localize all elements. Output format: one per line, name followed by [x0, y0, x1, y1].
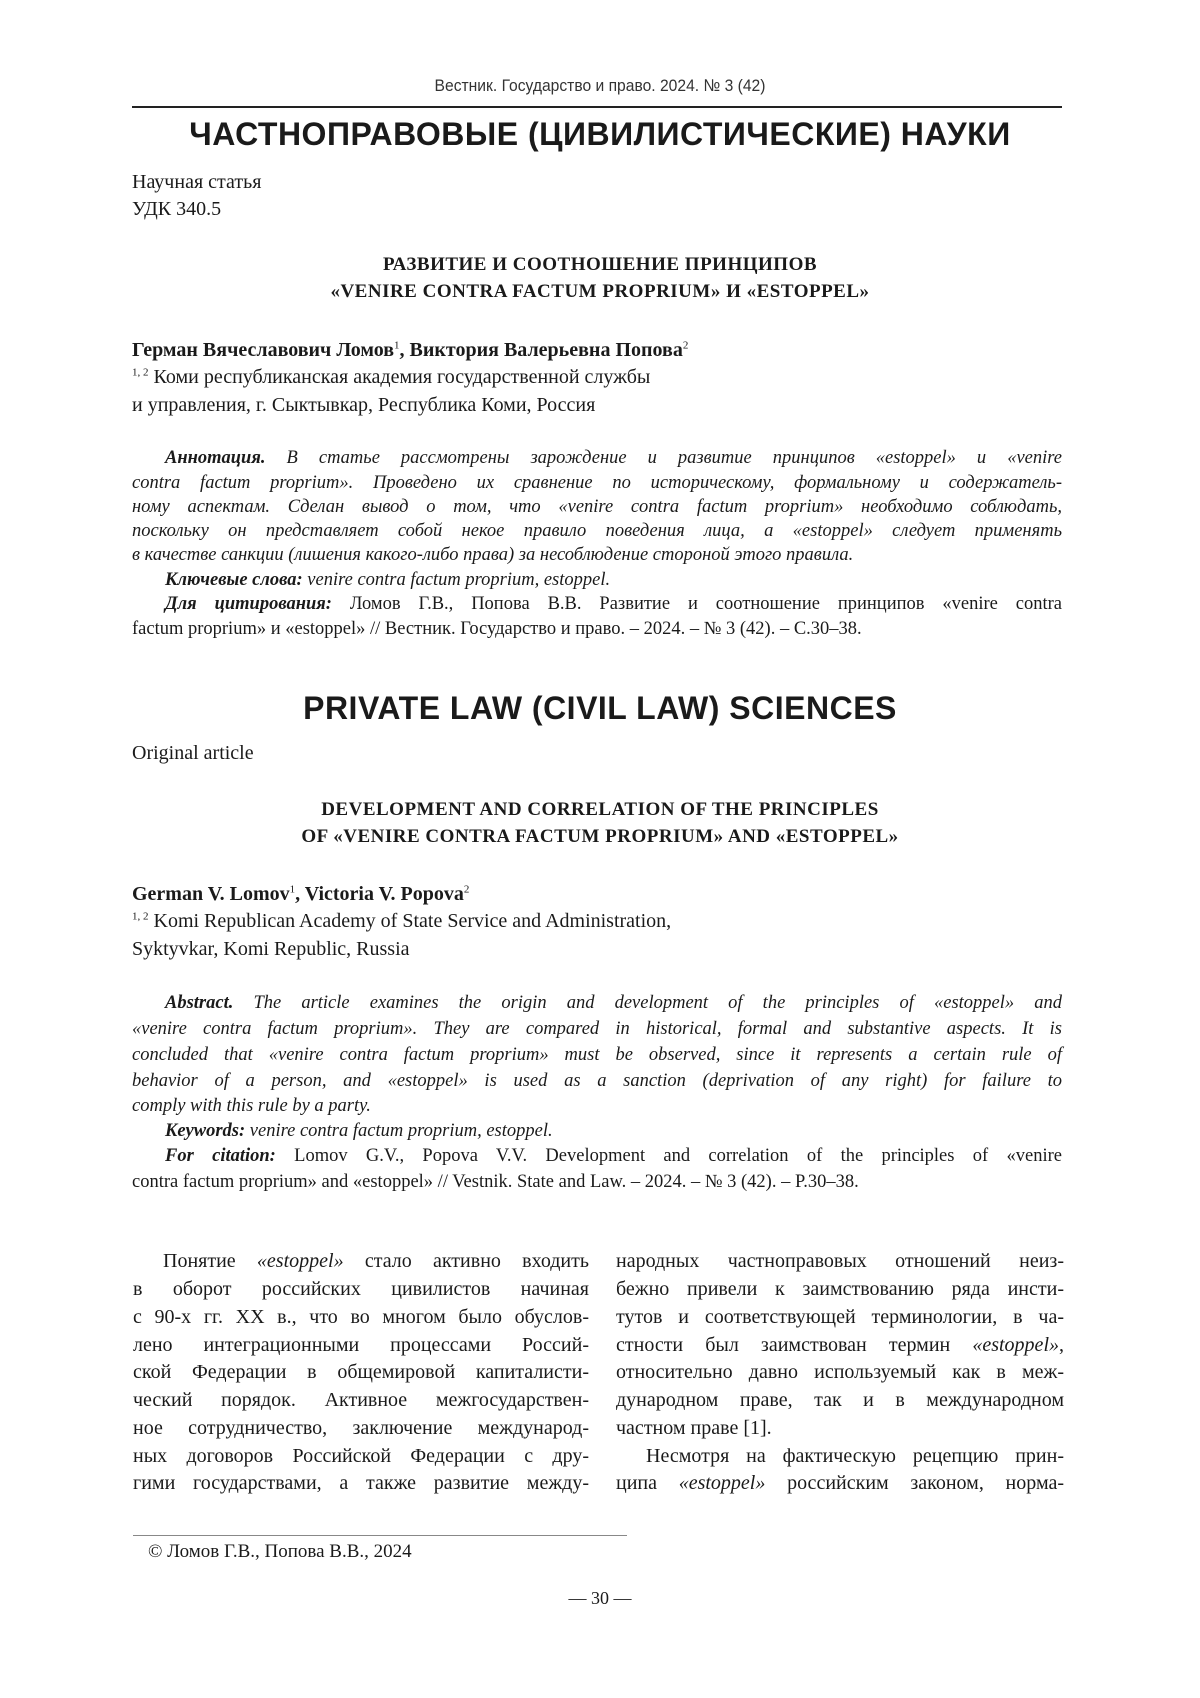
citation-ru [165, 594, 1062, 615]
body-line [163, 1250, 589, 1273]
page-number: — 30 — [0, 1588, 1200, 1609]
author-name: Victoria V. Popova [305, 883, 464, 905]
abstract-en-line: behavior of a person, and «estoppel» is used as a sanction (deprivation of any right) for failure to [132, 1071, 1062, 1092]
body-line: дународном праве, так и в международном [616, 1389, 1064, 1412]
body-line: тутов и соответствующей терминологии, в ча- [616, 1306, 1064, 1329]
article-type-en: Original article [132, 742, 254, 765]
article-title-en-line: OF «VENIRE CONTRA FACTUM PROPRIUM» AND «ESTOPPEL» [0, 826, 1200, 848]
term-estoppel: «estoppel» [679, 1472, 766, 1494]
abstract-ru-line: contra factum proprium». Проведено их сравнение по историческому, формальному и содержатель- [132, 473, 1062, 494]
affiliation-ref: 1, 2 [132, 366, 149, 378]
abstract-ru-line: поскольку он представляет собой некое правило поведения лица, а «estoppel» следует применять [132, 521, 1062, 542]
author-ref: 1 [290, 883, 296, 895]
author-ref: 1 [394, 339, 400, 351]
body-line: относительно давно используемый как в меж- [616, 1361, 1064, 1384]
affiliation-ref: 1, 2 [132, 910, 149, 922]
body-text: , [1059, 1334, 1064, 1356]
copyright-footnote: © Ломов Г.В., Попова В.В., 2024 [148, 1541, 412, 1563]
keywords-text: venire contra factum proprium, estoppel. [245, 1121, 552, 1141]
author-ref: 2 [683, 339, 689, 351]
affiliation-line: Коми республиканская академия государственной службы [154, 366, 651, 388]
term-estoppel: «estoppel» [972, 1334, 1059, 1356]
term-estoppel: «estoppel» [257, 1250, 344, 1272]
abstract-en-line: «venire contra factum proprium». They are compared in historical, formal and substantive aspects. It is [132, 1019, 1062, 1040]
body-line: гими государствами, а также развитие между- [133, 1472, 589, 1495]
body-line: народных частноправовых отношений неиз- [616, 1250, 1064, 1273]
body-line [616, 1472, 1064, 1495]
body-text: российским законом, норма- [765, 1472, 1064, 1494]
abstract-text: В статье рассмотрены зарождение и развитие принципов «estoppel» и «venire [266, 448, 1062, 468]
author-name: Герман Вячеславович Ломов [132, 339, 394, 361]
author-sep: , [400, 339, 410, 361]
body-text: ципа [616, 1472, 679, 1494]
body-text: Понятие [163, 1250, 257, 1272]
body-line: в оборот российских цивилистов начиная [133, 1278, 589, 1301]
abstract-ru-line: ному аспектам. Сделан вывод о том, что «venire contra factum proprium» необходимо соблюдать, [132, 497, 1062, 518]
keywords-en [165, 1121, 1062, 1142]
authors-en [132, 883, 469, 906]
body-line: Несмотря на фактическую рецепцию прин- [646, 1445, 1064, 1468]
body-text: стности был заимствован термин [616, 1334, 972, 1356]
body-text: стало активно входить [344, 1250, 589, 1272]
abstract-text: The article examines the origin and development of the principles of «estoppel» and [233, 993, 1062, 1013]
body-line: ческий порядок. Активное межгосударствен- [133, 1389, 589, 1412]
body-line: частном праве [1]. [616, 1417, 1064, 1440]
author-sep: , [295, 883, 305, 905]
body-line: с 90-х гг. XX в., что во многом было обуслов- [133, 1306, 589, 1329]
section-title-ru: ЧАСТНОПРАВОВЫЕ (ЦИВИЛИСТИЧЕСКИЕ) НАУКИ [0, 116, 1200, 153]
affiliation-line: Syktyvkar, Komi Republic, Russia [132, 938, 410, 961]
body-line: бежно привели к заимствованию ряда инсти- [616, 1278, 1064, 1301]
udc: УДК 340.5 [132, 198, 221, 221]
abstract-label: Abstract. [165, 993, 233, 1013]
footnote-rule [133, 1535, 627, 1536]
affiliation-en [132, 910, 671, 933]
citation-label: Для цитирования: [165, 594, 332, 614]
article-title-ru-line: РАЗВИТИЕ И СООТНОШЕНИЕ ПРИНЦИПОВ [0, 254, 1200, 276]
affiliation-line: и управления, г. Сыктывкар, Республика Коми, Россия [132, 394, 595, 417]
keywords-label: Keywords: [165, 1121, 245, 1141]
section-title-en: PRIVATE LAW (CIVIL LAW) SCIENCES [0, 690, 1200, 727]
citation-en [165, 1146, 1062, 1167]
body-line: ской Федерации в общемировой капиталисти- [133, 1361, 589, 1384]
abstract-en-line: concluded that «venire contra factum proprium» must be observed, since it represents a certain rule of [132, 1045, 1062, 1066]
body-line [616, 1334, 1064, 1357]
affiliation-ru [132, 366, 650, 389]
running-header: Вестник. Государство и право. 2024. № 3 (42) [48, 76, 1152, 96]
abstract-ru-line: в качестве санкции (лишения какого-либо права) за несоблюдение стороной этого правила. [132, 545, 1062, 566]
header-rule [132, 106, 1062, 108]
author-name: German V. Lomov [132, 883, 290, 905]
author-name: Виктория Валерьевна Попова [410, 339, 683, 361]
abstract-en-line [165, 993, 1062, 1014]
abstract-ru-line [165, 448, 1062, 469]
article-title-en-line: DEVELOPMENT AND CORRELATION OF THE PRINCIPLES [0, 799, 1200, 821]
citation-label: For citation: [165, 1146, 276, 1166]
abstract-label: Аннотация. [165, 448, 266, 468]
keywords-text: venire contra factum proprium, estoppel. [303, 570, 610, 590]
body-line: ных договоров Российской Федерации с дру- [133, 1445, 589, 1468]
article-title-ru-line: «VENIRE CONTRA FACTUM PROPRIUM» И «ESTOPPEL» [0, 281, 1200, 303]
abstract-en-line: comply with this rule by a party. [132, 1096, 1062, 1117]
citation-en-line: contra factum proprium» and «estoppel» // Vestnik. State and Law. – 2024. – № 3 (42). – P.30–38. [132, 1172, 1062, 1193]
keywords-label: Ключевые слова: [165, 570, 303, 590]
citation-text: Lomov G.V., Popova V.V. Development and correlation of the principles of «venire [276, 1146, 1062, 1166]
body-line: лено интеграционными процессами Россий- [133, 1334, 589, 1357]
body-line: ное сотрудничество, заключение международ- [133, 1417, 589, 1440]
keywords-ru [165, 570, 1062, 591]
author-ref: 2 [464, 883, 470, 895]
authors-ru [132, 339, 688, 362]
affiliation-line: Komi Republican Academy of State Service and Administration, [154, 910, 672, 932]
article-type-ru: Научная статья [132, 171, 261, 194]
citation-ru-line: factum proprium» и «estoppel» // Вестник. Государство и право. – 2024. – № 3 (42). – С.30–38. [132, 619, 1062, 640]
citation-text: Ломов Г.В., Попова В.В. Развитие и соотношение принципов «venire contra [332, 594, 1062, 614]
